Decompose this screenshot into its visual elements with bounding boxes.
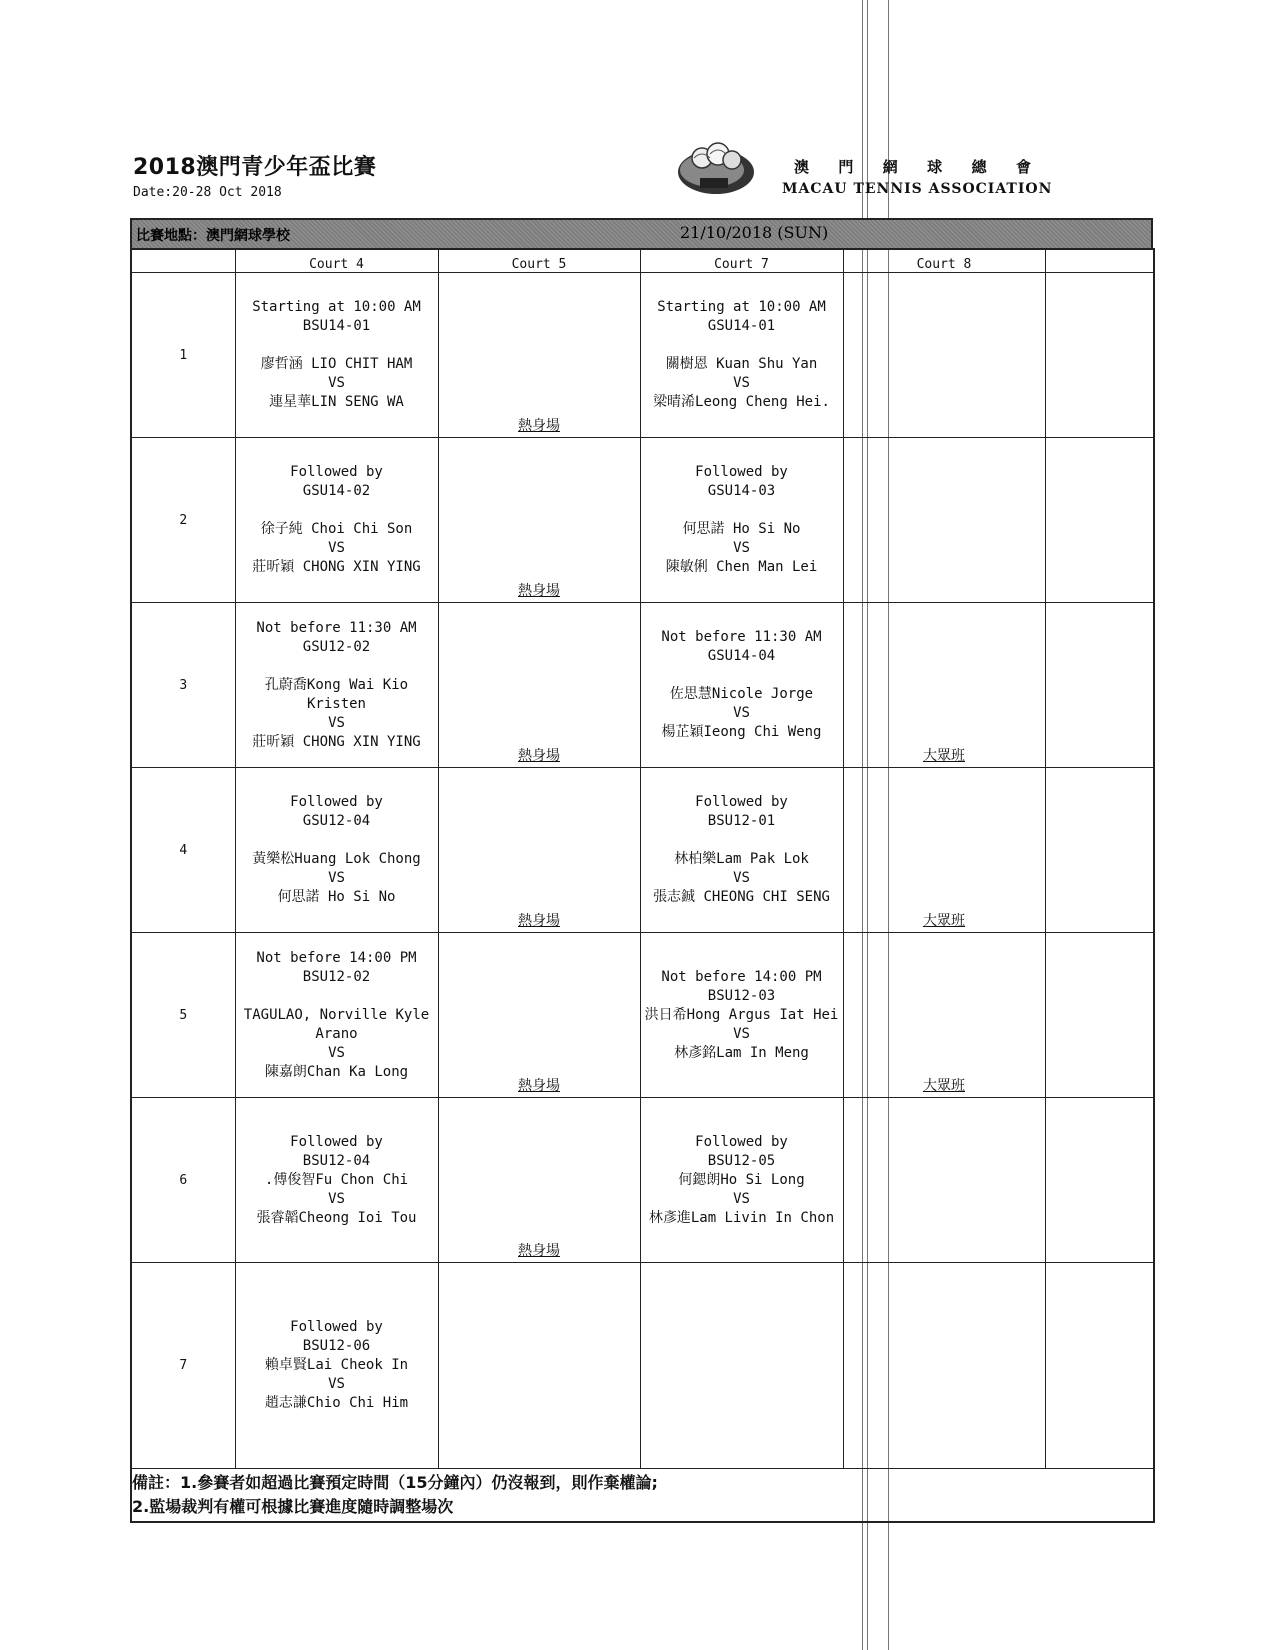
- association-name-zh: [782, 156, 1047, 177]
- match-slot-row: [131, 1263, 1154, 1469]
- match-line: VS: [328, 870, 345, 886]
- doc-title: 2018澳門青少年盃比賽: [133, 155, 377, 180]
- match-line: GSU14-02: [302, 483, 371, 499]
- court-header: [1045, 249, 1154, 273]
- zh-char: 總: [971, 158, 987, 176]
- schedule-banner: [130, 218, 1153, 248]
- match-line: VS: [733, 375, 750, 391]
- match-line: 莊昕穎 CHONG XIN YING: [252, 559, 421, 575]
- schedule-table: [130, 248, 1155, 1523]
- warmup-label: 熱身場: [518, 583, 560, 599]
- match-line: 楊芷穎Ieong Chi Weng: [661, 724, 822, 740]
- spacer: [641, 501, 843, 520]
- public-class-label: 大眾班: [923, 1078, 965, 1094]
- court-header: Court 7: [640, 249, 843, 273]
- match-line: 張志鋮 CHEONG CHI SENG: [653, 889, 830, 905]
- match-line: Arano: [315, 1025, 358, 1042]
- court-header: [131, 249, 235, 273]
- public-class-label: 大眾班: [923, 913, 965, 929]
- match-line: Not before 11:30 AM: [661, 629, 822, 645]
- match-line: BSU14-01: [302, 318, 371, 334]
- court8-cell: [843, 603, 1045, 768]
- match-line: TAGULAO, Norville Kyle: [243, 1006, 430, 1023]
- court5-cell: [438, 438, 640, 603]
- match-line: 洪日希Hong Argus Iat Hei: [644, 1006, 839, 1023]
- association-name-en: MACAU TENNIS ASSOCIATION: [782, 181, 1053, 197]
- extra-cell: [1045, 603, 1154, 768]
- court-header: Court 8: [843, 249, 1045, 273]
- match-line: 關樹恩 Kuan Shu Yan: [665, 356, 818, 372]
- match-line: Followed by: [290, 1133, 383, 1150]
- match-line: 張睿韜Cheong Ioi Tou: [256, 1209, 417, 1226]
- match-line: 陳嘉朗Chan Ka Long: [264, 1063, 409, 1080]
- spacer: [236, 657, 438, 676]
- spacer: [641, 831, 843, 850]
- court-header-row: [131, 249, 1154, 273]
- match-line: VS: [733, 1025, 750, 1042]
- match-line: 佐思慧Nicole Jorge: [669, 686, 814, 702]
- match-line: Starting at 10:00 AM: [657, 299, 826, 315]
- match-line: VS: [328, 1044, 345, 1061]
- spacer: [236, 987, 438, 1006]
- spacer: [641, 336, 843, 355]
- slot-number: 3: [131, 603, 235, 768]
- match-line: 廖哲涵 LIO CHIT HAM: [260, 356, 413, 372]
- match-line: 連星華LIN SENG WA: [269, 394, 404, 410]
- court4-match: [235, 603, 438, 768]
- match-line: Not before 14:00 PM: [256, 949, 417, 966]
- notes-row: [131, 1469, 1154, 1523]
- match-line: 黃樂松Huang Lok Chong: [252, 851, 421, 867]
- court8-cell: [843, 438, 1045, 603]
- match-line: BSU12-05: [707, 1152, 776, 1169]
- slot-number: 7: [131, 1263, 235, 1469]
- match-line: GSU12-02: [302, 638, 371, 655]
- match-line: Followed by: [290, 1319, 383, 1335]
- match-line: BSU12-02: [302, 968, 371, 985]
- court5-cell: [438, 273, 640, 438]
- court4-match: [235, 768, 438, 933]
- court7-match: [640, 603, 843, 768]
- match-slot-row: [131, 273, 1154, 438]
- match-line: BSU12-06: [302, 1338, 371, 1354]
- match-line: Followed by: [695, 1133, 788, 1150]
- match-line: VS: [328, 1376, 345, 1392]
- schedule: [130, 218, 1153, 1523]
- match-line: 何思諾 Ho Si No: [682, 521, 801, 537]
- match-line: Starting at 10:00 AM: [252, 299, 421, 315]
- spacer: [236, 336, 438, 355]
- tennis-association-logo: [672, 140, 754, 198]
- match-line: VS: [733, 705, 750, 721]
- match-slot-row: [131, 768, 1154, 933]
- match-line: Followed by: [695, 464, 788, 480]
- match-line: 林彥進Lam Livin In Chon: [648, 1209, 835, 1226]
- match-line: Not before 11:30 AM: [256, 619, 417, 636]
- spacer: [236, 501, 438, 520]
- warmup-label: 熱身場: [518, 913, 560, 929]
- note-line: 2.監場裁判有權可根據比賽進度隨時調整場次: [132, 1497, 454, 1516]
- spacer: [236, 831, 438, 850]
- match-line: 何思諾 Ho Si No: [277, 889, 396, 905]
- match-line: BSU12-03: [707, 987, 776, 1004]
- association-name: [782, 156, 1053, 197]
- court5-cell: [438, 768, 640, 933]
- court5-cell: [438, 1263, 640, 1469]
- court7-match: [640, 933, 843, 1098]
- court7-match: [640, 438, 843, 603]
- slot-number: 2: [131, 438, 235, 603]
- court7-match: [640, 273, 843, 438]
- court4-match: [235, 438, 438, 603]
- extra-cell: [1045, 1263, 1154, 1469]
- court8-cell: [843, 1263, 1045, 1469]
- title-block: [133, 150, 376, 200]
- extra-cell: [1045, 273, 1154, 438]
- spacer: [641, 666, 843, 685]
- match-line: 賴卓賢Lai Cheok In: [264, 1357, 409, 1373]
- match-line: Not before 14:00 PM: [661, 968, 822, 985]
- warmup-label: 熱身場: [518, 748, 560, 764]
- match-line: 梁晴浠Leong Cheng Hei.: [653, 394, 830, 410]
- extra-cell: [1045, 1098, 1154, 1263]
- match-line: 孔蔚喬Kong Wai Kio: [264, 676, 409, 693]
- match-line: Kristen: [306, 695, 366, 712]
- match-line: 林柏樂Lam Pak Lok: [674, 851, 809, 867]
- zh-char: 球: [927, 158, 943, 176]
- zh-char: 網: [882, 158, 898, 176]
- court8-cell: [843, 273, 1045, 438]
- warmup-label: 熱身場: [518, 1078, 560, 1094]
- match-line: GSU14-04: [707, 648, 776, 664]
- court5-cell: [438, 933, 640, 1098]
- match-line: VS: [328, 1190, 345, 1207]
- note-line: 備註：1.參賽者如超過比賽預定時間（15分鐘內）仍沒報到，則作棄權論;: [132, 1473, 658, 1492]
- match-line: Followed by: [695, 794, 788, 810]
- match-line: 陳敏俐 Chen Man Lei: [665, 559, 818, 575]
- court-header: Court 4: [235, 249, 438, 273]
- court4-match: [235, 1098, 438, 1263]
- court5-cell: [438, 603, 640, 768]
- match-slot-row: [131, 933, 1154, 1098]
- match-line: BSU12-04: [302, 1152, 371, 1169]
- match-line: GSU14-03: [707, 483, 776, 499]
- public-class-label: 大眾班: [923, 748, 965, 764]
- court8-cell: [843, 1098, 1045, 1263]
- match-line: VS: [733, 1190, 750, 1207]
- zh-char: 澳: [794, 158, 810, 176]
- match-line: 徐子純 Choi Chi Son: [260, 521, 413, 537]
- slot-number: 4: [131, 768, 235, 933]
- match-line: Followed by: [290, 464, 383, 480]
- match-slot-row: [131, 1098, 1154, 1263]
- match-line: Followed by: [290, 794, 383, 810]
- warmup-label: 熱身場: [518, 418, 560, 434]
- match-line: 何鍶朗Ho Si Long: [678, 1171, 805, 1188]
- court7-match: [640, 768, 843, 933]
- match-line: 趙志謙Chio Chi Him: [264, 1395, 409, 1411]
- match-slot-row: [131, 603, 1154, 768]
- match-line: BSU12-01: [707, 813, 776, 829]
- court-header: Court 5: [438, 249, 640, 273]
- notes-cell: [131, 1469, 1154, 1523]
- extra-cell: [1045, 933, 1154, 1098]
- doc-date: Date:20-28 Oct 2018: [133, 185, 282, 200]
- slot-number: 6: [131, 1098, 235, 1263]
- court4-match: [235, 273, 438, 438]
- court7-match: [640, 1098, 843, 1263]
- match-line: VS: [328, 540, 345, 556]
- match-line: GSU14-01: [707, 318, 776, 334]
- court8-cell: [843, 933, 1045, 1098]
- match-line: .傅俊智Fu Chon Chi: [264, 1171, 409, 1188]
- zh-char: 門: [838, 158, 854, 176]
- match-line: 林彥銘Lam In Meng: [674, 1044, 809, 1061]
- extra-cell: [1045, 768, 1154, 933]
- match-slot-row: [131, 438, 1154, 603]
- zh-char: 會: [1015, 158, 1031, 176]
- slot-number: 5: [131, 933, 235, 1098]
- match-line: VS: [733, 870, 750, 886]
- slot-number: 1: [131, 273, 235, 438]
- court7-match: [640, 1263, 843, 1469]
- match-line: 莊昕穎 CHONG XIN YING: [252, 733, 421, 750]
- match-line: VS: [328, 714, 345, 731]
- court4-match: [235, 933, 438, 1098]
- court5-cell: [438, 1098, 640, 1263]
- court8-cell: [843, 768, 1045, 933]
- court4-match: [235, 1263, 438, 1469]
- match-line: VS: [733, 540, 750, 556]
- warmup-label: 熱身場: [518, 1243, 560, 1259]
- extra-cell: [1045, 438, 1154, 603]
- schedule-date: 21/10/2018 (SUN): [680, 223, 829, 242]
- venue: 比賽地點：澳門網球學校: [136, 228, 290, 244]
- match-line: GSU12-04: [302, 813, 371, 829]
- match-line: VS: [328, 375, 345, 391]
